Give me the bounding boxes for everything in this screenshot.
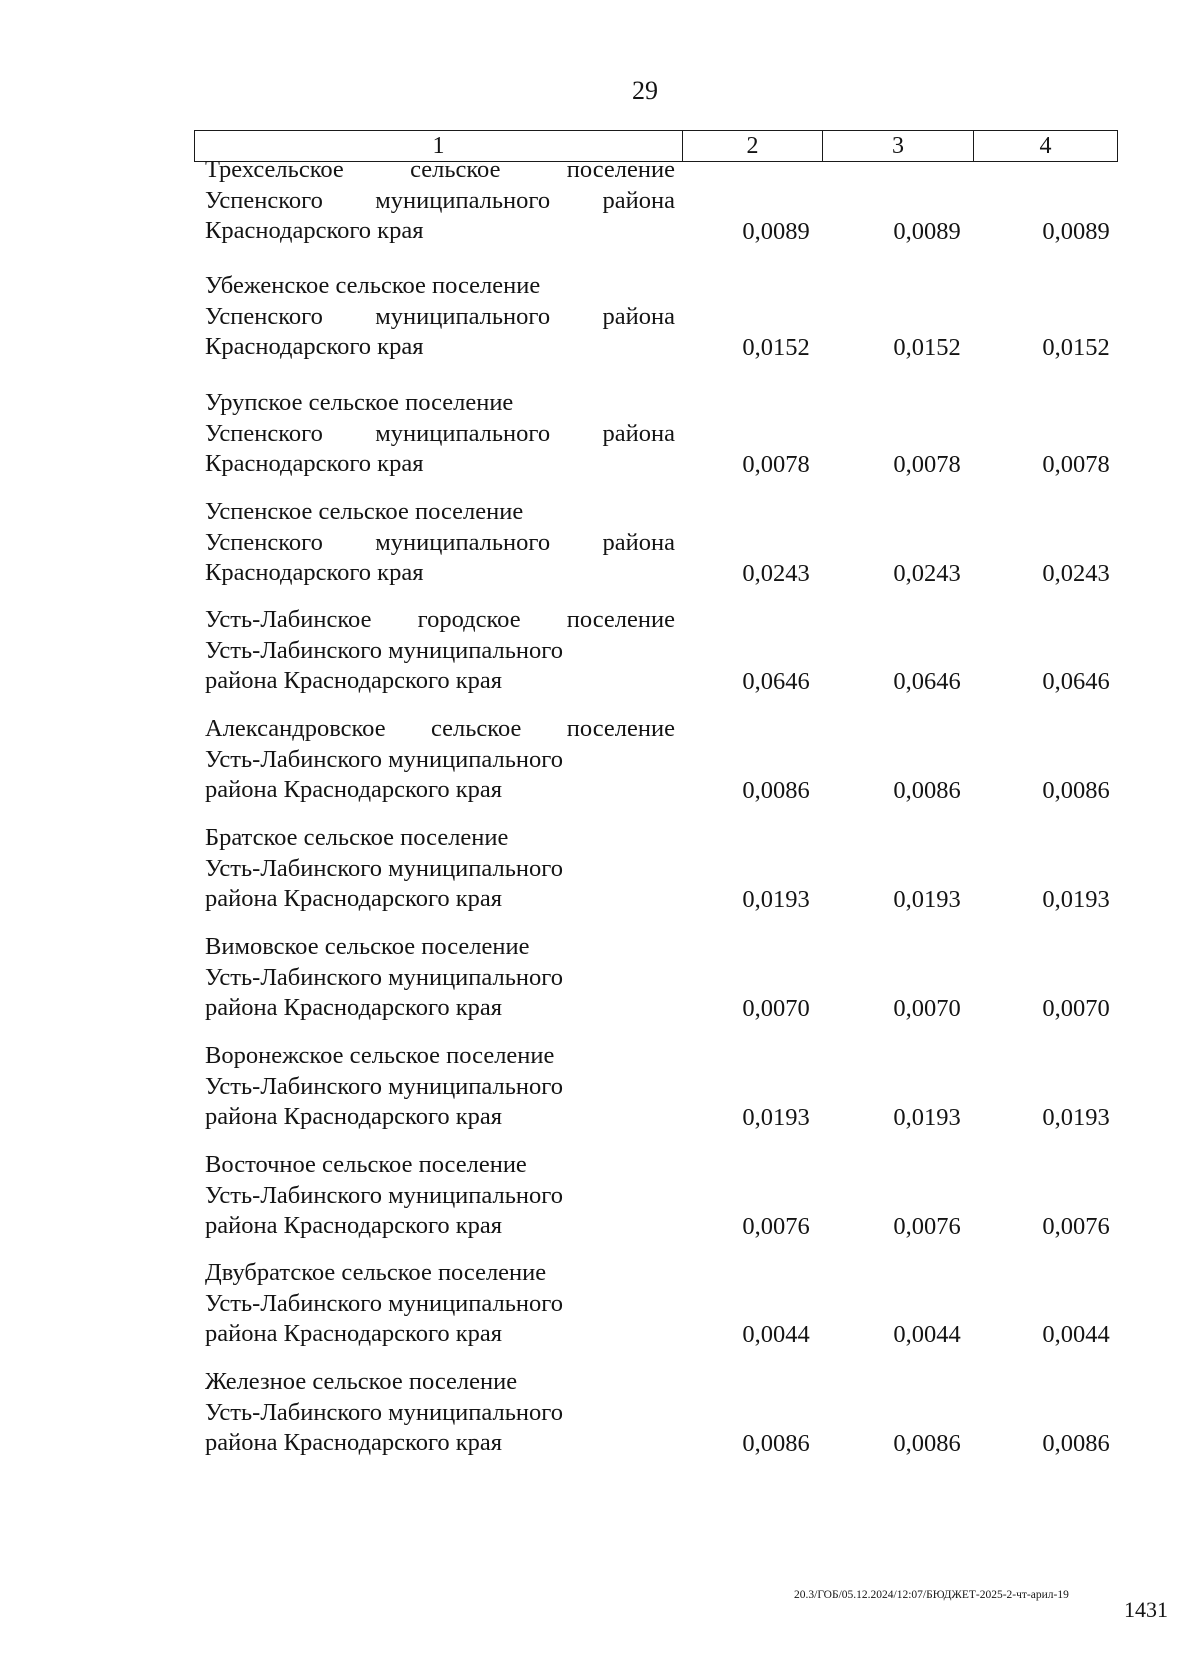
settlement-name: [205, 497, 675, 589]
settlement-name: [205, 1041, 675, 1133]
page-number: 29: [632, 76, 658, 105]
value-col-4: 0,0070: [1042, 995, 1110, 1022]
settlement-name-line: Убеженское сельское поселение: [205, 272, 541, 299]
settlement-name: [205, 388, 675, 480]
value-col-3: 0,0078: [893, 451, 961, 478]
settlement-name-line: Усть-Лабинского муниципального: [205, 854, 563, 882]
settlement-name-line: Железное сельское поселение: [205, 1368, 518, 1395]
settlement-name-line: Восточное сельское поселение: [205, 1151, 527, 1178]
value-col-3: 0,0086: [893, 1430, 961, 1457]
value-col-4: 0,0089: [1042, 218, 1110, 245]
value-col-3: 0,0089: [893, 218, 961, 245]
settlement-name-line: Трехсельское сельское поселение: [205, 156, 675, 183]
value-col-3: 0,0076: [893, 1213, 961, 1240]
settlement-name: [205, 1258, 675, 1350]
value-col-2: 0,0193: [742, 886, 810, 913]
table-row: [205, 155, 1115, 249]
table-row: [205, 823, 1115, 917]
settlement-name-line: Урупское сельское поселение: [205, 389, 514, 416]
value-col-4: 0,0152: [1042, 334, 1110, 361]
settlement-name-line: Братское сельское поселение: [205, 824, 509, 851]
settlement-name-line: Усть-Лабинского муниципального: [205, 1181, 563, 1209]
table-row: [205, 932, 1115, 1026]
table-row: [205, 605, 1115, 699]
table-row: [205, 388, 1115, 482]
settlement-name: [205, 605, 675, 697]
value-col-4: 0,0646: [1042, 668, 1110, 695]
settlement-name-line: Успенское сельское поселение: [205, 498, 524, 525]
settlement-name: [205, 823, 675, 915]
settlement-name-line: Краснодарского края: [205, 559, 424, 586]
settlement-name-line: района Краснодарского края: [205, 1429, 503, 1456]
value-col-2: 0,0086: [742, 1430, 810, 1457]
settlement-name-line: района Краснодарского края: [205, 885, 503, 912]
settlement-name-line: района Краснодарского края: [205, 667, 503, 694]
settlement-name-line: Успенского муниципального района: [205, 186, 675, 214]
table-row: [205, 497, 1115, 591]
value-col-3: 0,0044: [893, 1321, 961, 1348]
settlement-name: [205, 1150, 675, 1242]
value-col-2: 0,0193: [742, 1104, 810, 1131]
value-col-3: 0,0070: [893, 995, 961, 1022]
settlement-name-line: Усть-Лабинского муниципального: [205, 1072, 563, 1100]
settlement-name-line: Успенского муниципального района: [205, 419, 675, 447]
header-cell-1: 1: [195, 131, 683, 161]
value-col-2: 0,0070: [742, 995, 810, 1022]
settlement-name-line: Усть-Лабинского муниципального: [205, 1289, 563, 1317]
sheet-number: 1431: [1124, 1597, 1168, 1622]
settlement-name: [205, 714, 675, 806]
value-col-2: 0,0076: [742, 1213, 810, 1240]
settlement-name-line: Усть-Лабинского муниципального: [205, 963, 563, 991]
value-col-4: 0,0193: [1042, 886, 1110, 913]
value-col-2: 0,0089: [742, 218, 810, 245]
table-row: [205, 271, 1115, 365]
value-col-4: 0,0086: [1042, 1430, 1110, 1457]
value-col-3: 0,0646: [893, 668, 961, 695]
settlement-name-line: Усть-Лабинского муниципального: [205, 1398, 563, 1426]
table-row: [205, 1258, 1115, 1352]
value-col-3: 0,0243: [893, 560, 961, 587]
table-row: [205, 1041, 1115, 1135]
settlement-name: [205, 932, 675, 1024]
value-col-3: 0,0152: [893, 334, 961, 361]
settlement-name-line: района Краснодарского края: [205, 776, 503, 803]
settlement-name-line: Двубратское сельское поселение: [205, 1259, 547, 1286]
value-col-4: 0,0243: [1042, 560, 1110, 587]
settlement-name-line: района Краснодарского края: [205, 1212, 503, 1239]
value-col-2: 0,0086: [742, 777, 810, 804]
table-row: [205, 1150, 1115, 1244]
value-col-4: 0,0044: [1042, 1321, 1110, 1348]
settlement-name-line: района Краснодарского края: [205, 1320, 503, 1347]
settlement-name-line: Александровское сельское поселение: [205, 715, 675, 742]
value-col-2: 0,0078: [742, 451, 810, 478]
settlement-name-line: Краснодарского края: [205, 450, 424, 477]
settlement-name-line: Краснодарского края: [205, 333, 424, 360]
settlement-name-line: Краснодарского края: [205, 217, 424, 244]
settlement-name-line: района Краснодарского края: [205, 994, 503, 1021]
settlement-name-line: Успенского муниципального района: [205, 528, 675, 556]
header-cell-3: 3: [823, 131, 974, 161]
settlement-name: [205, 155, 675, 247]
value-col-3: 0,0193: [893, 886, 961, 913]
table-row: [205, 714, 1115, 808]
value-col-3: 0,0086: [893, 777, 961, 804]
table-row: [205, 1367, 1115, 1461]
header-cell-2: 2: [683, 131, 823, 161]
value-col-2: 0,0152: [742, 334, 810, 361]
value-col-4: 0,0076: [1042, 1213, 1110, 1240]
settlement-name-line: Воронежское сельское поселение: [205, 1042, 555, 1069]
value-col-2: 0,0044: [742, 1321, 810, 1348]
settlement-name-line: района Краснодарского края: [205, 1103, 503, 1130]
settlement-name: [205, 1367, 675, 1459]
settlement-name-line: Успенского муниципального района: [205, 302, 675, 330]
value-col-3: 0,0193: [893, 1104, 961, 1131]
value-col-4: 0,0078: [1042, 451, 1110, 478]
settlement-name-line: Усть-Лабинского муниципального: [205, 636, 563, 664]
header-cell-4: 4: [1039, 133, 1052, 159]
document-code: 20.3/ГОБ/05.12.2024/12:07/БЮДЖЕТ-2025-2-чт-арил-19: [794, 1589, 1069, 1601]
settlement-name-line: Вимовское сельское поселение: [205, 933, 530, 960]
settlement-name: [205, 271, 675, 363]
settlement-name-line: Усть-Лабинского муниципального: [205, 745, 563, 773]
value-col-2: 0,0646: [742, 668, 810, 695]
value-col-4: 0,0086: [1042, 777, 1110, 804]
value-col-4: 0,0193: [1042, 1104, 1110, 1131]
settlement-name-line: Усть-Лабинское городское поселение: [205, 606, 675, 633]
value-col-2: 0,0243: [742, 560, 810, 587]
